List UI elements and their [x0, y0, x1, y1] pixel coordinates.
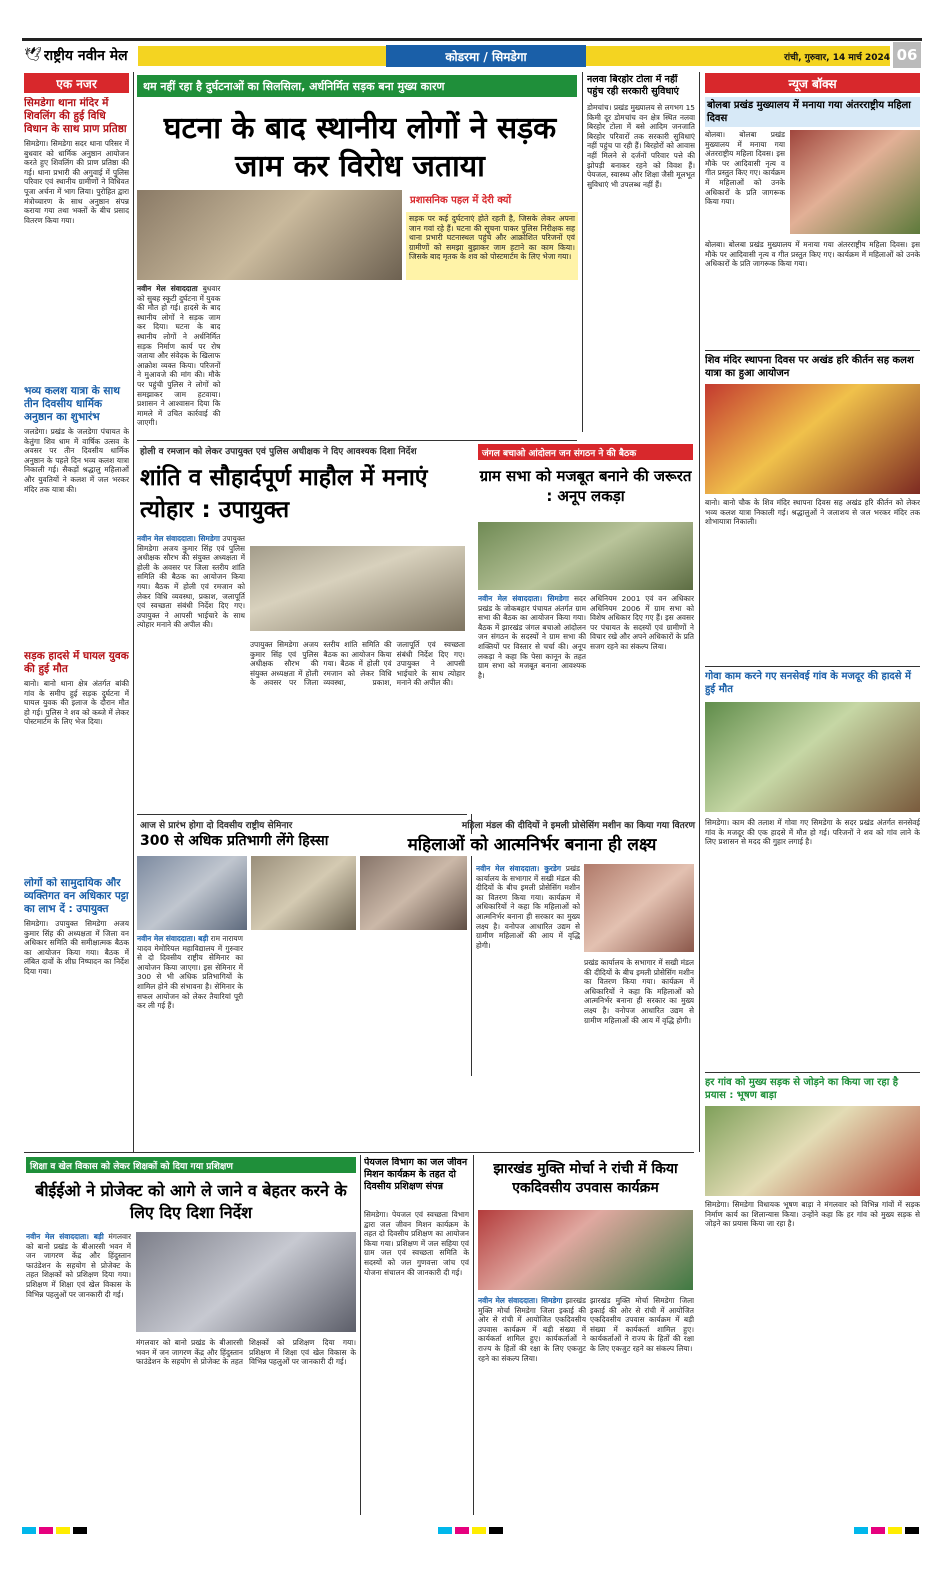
holi-body-cont: उपायुक्त सिमडेगा अजय कुमार सिंह एवं पुलिस अधीक्षक सौरभ की संयुक्त अध्यक्षता में होली के अवसर पर जिला स्तरीय शांति समिति की बैठक का आयोजन किया गया। बैठक में होली एवं रमजान को लेकर विधि व्यवस्था, प्रकाश, जलापूर्ति एवं स्वच्छता संबंधी निर्देश दिए गए। उपायुक्त ने आपसी भाईचारे के साथ त्योहार मनाने की अपील की। — [250, 640, 465, 688]
newsbox-title-3: गोवा काम करने गए सनसेवई गांव के मजदूर की हादसे में हुई मौत — [705, 671, 911, 695]
jmm-body — [478, 1296, 586, 1512]
training-kicker-bar — [26, 1157, 356, 1173]
main-byline: नवीन मेल संवाददाता — [137, 284, 198, 293]
gram-kicker-bar — [478, 444, 693, 460]
left-item-3 — [24, 650, 129, 859]
seminar-rule — [137, 814, 467, 815]
main-headline: घटना के बाद स्थानीय लोगों ने सड़क जाम कर विरोध जताया — [163, 111, 557, 184]
newsbox-title-2: शिव मंदिर स्थापना दिवस पर अखंड हरि कीर्तन सह कलश यात्रा का हुआ आयोजन — [705, 355, 914, 379]
main-sub-kicker: प्रशासनिक पहल में देरी क्यों — [410, 195, 512, 206]
jmm-body-text: झारखंड मुक्ति मोर्चा सिमडेगा जिला इकाई की ओर से रांची में आयोजित एकदिवसीय उपवास कार्यक्रम में बड़ी संख्या में कार्यकर्ता शामिल हुए। कार्यकर्ताओं ने राज्य के हितों की रक्षा के लिए एकजुट रहने का संकल्प लिया। — [478, 1296, 586, 1363]
jmm-body-cont: झारखंड मुक्ति मोर्चा सिमडेगा जिला इकाई की ओर से रांची में आयोजित एकदिवसीय उपवास कार्यक्रम में बड़ी संख्या में कार्यकर्ता शामिल हुए। कार्यकर्ताओं ने राज्य के हितों की रक्षा के लिए एकजुट रहने का संकल्प लिया। — [590, 1296, 694, 1353]
water-body: सिमडेगा। पेयजल एवं स्वच्छता विभाग द्वारा जल जीवन मिशन कार्यक्रम के तहत दो दिवसीय प्रशिक्षण का आयोजन किया गया। प्रशिक्षण में जल सहिया एवं ग्राम जल एवं स्वच्छता समिति के सदस्यों को जल गुणवत्ता जांच एवं योजना संचालन की जानकारी दी गई। — [364, 1210, 469, 1277]
women-body — [476, 864, 580, 1074]
women-headline: महिलाओं को आत्मनिर्भर बनाना ही लक्ष्य — [368, 834, 696, 856]
newsbox-body-1a: बोलबा। बोलबा प्रखंड मुख्यालय में मनाया गया अंतरराष्ट्रीय महिला दिवस। इस मौके पर आदिवासी नृत्य व गीत प्रस्तुत किए गए। कार्यक्रम में महिलाओं को उनके अधिकारों के प्रति जागरूक किया गया। — [705, 130, 785, 207]
right-divider — [699, 72, 700, 1152]
training-body — [26, 1232, 131, 1512]
holi-body-text: उपायुक्त सिमडेगा अजय कुमार सिंह एवं पुलिस अधीक्षक सौरभ की संयुक्त अध्यक्षता में होली के अवसर पर जिला स्तरीय शांति समिति की बैठक का आयोजन किया गया। बैठक में होली एवं रमजान को लेकर विधि व्यवस्था, प्रकाश, जलापूर्ति एवं स्वच्छता संबंधी निर्देश दिए गए। उपायुक्त ने आपसी भाईचारे के साथ त्योहार मनाने की अपील की। — [137, 534, 245, 630]
seminar-photo-3 — [360, 856, 467, 930]
newsbox-rule-3 — [705, 1072, 920, 1073]
seminar-headline: 300 से अधिक प्रतिभागी लेंगे हिस्सा — [140, 833, 329, 849]
gram-body-2: अधिनियम 2001 एवं वन अधिकार अधिनियम 2006 में ग्राम सभा को विशेष अधिकार दिए गए हैं। इस अवसर पर पंचायत के सदस्यों एवं ग्रामीणों ने विचार रखे और अपने अधिकारों के प्रति सजग रहने का संकल्प लिया। — [590, 594, 694, 651]
main-kicker: थम नहीं रहा है दुर्घटनाओं का सिलसिला, अर्धनिर्मित सड़क बना मुख्य कारण — [143, 79, 445, 93]
women-body-cont: प्रखंड कार्यालय के सभागार में सखी मंडल की दीदियों के बीच इमली प्रोसेसिंग मशीन का वितरण किया गया। कार्यक्रम में अधिकारियों ने कहा कि महिलाओं को आत्मनिर्भर बनाना ही सरकार का मुख्य लक्ष्य है। वनोपज आधारित उद्यम से ग्रामीण महिलाओं की आय में वृद्धि होगी। — [584, 958, 694, 1025]
training-body-text: मंगलवार को बानो प्रखंड के बीआरसी भवन में जन जागरण केंद्र और हिंदुस्तान फाउंडेशन के सहयोग से प्रोजेक्ट के तहत शिक्षकों को प्रशिक्षण दिया गया। प्रशिक्षण में शिक्षा एवं खेल विकास के विभिन्न पहलुओं पर जानकारी दी गई। — [26, 1232, 131, 1299]
seminar-kicker: आज से प्रारंभ होगा दो दिवसीय राष्ट्रीय सेमिनार — [140, 821, 293, 831]
training-kicker: शिक्षा व खेल विकास को लेकर शिक्षकों को दिया गया प्रशिक्षण — [30, 1161, 233, 1172]
jmm-photo — [478, 1210, 693, 1290]
main-kicker-bar — [137, 75, 577, 97]
seminar-photo-1 — [137, 856, 247, 930]
newsbox-photo-2 — [705, 384, 920, 494]
cmyk-marks-right — [854, 1519, 922, 1538]
left-item-body: सिमडेगा। उपायुक्त सिमडेगा अजय कुमार सिंह की अध्यक्षता में जिला वन अधिकार समिति की समीक्षात्मक बैठक का आयोजन किया गया। बैठक में लंबित दावों के शीघ्र निष्पादन का निर्देश दिया गया। — [24, 919, 129, 976]
water-headline: पेयजल विभाग का जल जीवन मिशन कार्यक्रम के तहत दो दिवसीय प्रशिक्षण संपन्न — [364, 1157, 468, 1192]
left-item-title: सिमडेगा थाना मंदिर में शिवलिंग की हुई विधि विधान के साथ प्राण प्रतिष्ठा — [24, 97, 127, 135]
newsbox-body-3: सिमडेगा। काम की तलाश में गोवा गए सिमडेगा के सदर प्रखंड अंतर्गत सनसेवई गांव के मजदूर की एक हादसे में मौत हो गई। परिजनों ने शव को गांव लाने के लिए प्रशासन से मदद की गुहार लगाई है। — [705, 818, 920, 847]
jmm-divider — [473, 1155, 474, 1515]
news-box-tag: न्यूज बॉक्स — [705, 73, 920, 93]
training-photo — [136, 1232, 356, 1332]
left-item-body: बानो। बानो थाना क्षेत्र अंतर्गत बांकी गांव के समीप हुई सड़क दुर्घटना में घायल युवक की इलाज के दौरान मौत हो गई। पुलिस ने शव को कब्जे में लेकर पोस्टमार्टम के लिए भेज दिया। — [24, 679, 129, 727]
newsbox-photo-1 — [790, 130, 920, 234]
section-tag — [386, 45, 586, 67]
nalwa-headline: नलवा बिरहोर टोला में नहीं पहुंच रही सरकारी सुविधाएं — [587, 74, 679, 97]
left-item-body: सिमडेगा। सिमडेगा सदर थाना परिसर में बुधवार को धार्मिक अनुष्ठान आयोजन करते हुए शिवलिंग की प्राण प्रतिष्ठा की गई। थाना प्रभारी की अगुवाई में पुलिस परिवार एवं स्थानीय ग्रामीणों ने विधिवत पूजा अर्चना में भाग लिया। पुरोहित द्वारा मंत्रोच्चारण के साथ अनुष्ठान संपन्न कराया गया तथा भक्तों के बीच प्रसाद वितरण किया गया। — [24, 139, 129, 225]
left-divider — [133, 72, 134, 1152]
training-body-cont: मंगलवार को बानो प्रखंड के बीआरसी भवन में जन जागरण केंद्र और हिंदुस्तान फाउंडेशन के सहयोग से प्रोजेक्ट के तहत शिक्षकों को प्रशिक्षण दिया गया। प्रशिक्षण में शिक्षा एवं खेल विकास के विभिन्न पहलुओं पर जानकारी दी गई। — [136, 1338, 356, 1367]
main-body — [137, 284, 578, 439]
nalwa-body: डोमचांच। प्रखंड मुख्यालय से लगभग 15 किमी दूर डोमचांच वन क्षेत्र स्थित नलवा बिरहोर टोला में बसे आदिम जनजाति बिरहोर परिवारों तक सरकारी सुविधाएं नहीं पहुंच पा रही हैं। बिरहोरों को आवास नहीं मिलने से दर्जनों परिवार पत्ते की झोपड़ी बनाकर रहने को विवश हैं। पेयजल, स्वास्थ्य और शिक्षा जैसी मूलभूत सुविधाएं भी उपलब्ध नहीं हैं। — [587, 103, 695, 189]
training-rule — [24, 1152, 694, 1153]
newsbox-photo-4 — [705, 1106, 920, 1196]
left-item-1 — [24, 97, 129, 371]
holi-headline: शांति व सौहार्दपूर्ण माहौल में मनाएं त्योहार : उपायुक्त — [140, 465, 428, 523]
newsbox-body-4: सिमडेगा। सिमडेगा विधायक भूषण बाड़ा ने मंगलवार को विभिन्न गांवों में सड़क निर्माण कार्य का शिलान्यास किया। उन्होंने कहा कि हर गांव को मुख्य सड़क से जोड़ने का प्रयास किया जा रहा है। — [705, 1200, 920, 1229]
section-label: कोडरमा / सिमडेगा — [445, 49, 527, 64]
seminar-body-text: राम नारायण यादव मेमोरियल महाविद्यालय में गुरुवार से दो दिवसीय राष्ट्रीय सेमिनार का आयोजन किया जाएगा। इस सेमिनार में 300 से भी अधिक प्रतिभागियों के शामिल होने की संभावना है। सेमिनार के सफल आयोजन को लेकर तैयारियां पूरी कर ली गई हैं। — [137, 934, 243, 1011]
gram-body-text: सदर प्रखंड के जोकबहार पंचायत अंतर्गत ग्राम सभा की बैठक का आयोजन किया गया। बैठक में झारखंड जंगल बचाओ आंदोलन जन संगठन के सदस्यों ने ग्राम सभा की शक्तियों पर विस्तार से चर्चा की। अनूप लकड़ा ने कहा कि पेसा कानून के तहत ग्राम सभा को मजबूत बनाना आवश्यक है। — [478, 594, 586, 680]
women-kicker: महिला मंडल की दीदियों ने इमली प्रोसेसिंग मशीन का किया गया वितरण — [461, 821, 695, 831]
gram-photo — [478, 522, 693, 590]
newsbox-rule-2 — [705, 666, 920, 667]
newsbox-title-4: हर गांव को मुख्य सड़क से जोड़ने का किया जा रहा है प्रयास : भूषण बाड़ा — [705, 1077, 899, 1101]
newsbox-body-2: बानो। बानो चौक के शिव मंदिर स्थापना दिवस सह अखंड हरि कीर्तन को लेकर भव्य कलश यात्रा निकाली गई। श्रद्धालुओं ने जलाशय से जल भरकर मंदिर तक शोभायात्रा निकाली। — [705, 498, 920, 527]
left-item-title: सड़क हादसे में घायल युवक की हुई मौत — [24, 650, 129, 675]
women-body-text: प्रखंड कार्यालय के सभागार में सखी मंडल की दीदियों के बीच इमली प्रोसेसिंग मशीन का वितरण किया गया। कार्यक्रम में अधिकारियों ने कहा कि महिलाओं को आत्मनिर्भर बनाना ही सरकार का मुख्य लक्ष्य है। वनोपज आधारित उद्यम से ग्रामीण महिलाओं की आय में वृद्धि होगी। — [476, 864, 580, 950]
newsbox-title-1: बोलबा प्रखंड मुख्यालय में मनाया गया अंतरराष्ट्रीय महिला दिवस — [705, 97, 920, 127]
left-column-tag: एक नजर — [24, 73, 129, 93]
seminar-photo-2 — [251, 856, 356, 930]
left-item-body: जलडेगा। प्रखंड के जलडेगा पंचायत के केतुंगा शिव धाम में वार्षिक उत्सव के अवसर पर तीन दिवसीय धार्मिक अनुष्ठान के पहले दिन भव्य कलश यात्रा निकाली गई। सैकड़ों श्रद्धालु महिलाओं और युवतियों ने कलश में जल भरकर मंदिर तक यात्रा की। — [24, 427, 129, 494]
left-item-title: लोगों को सामुदायिक और व्यक्तिगत वन अधिकार पट्टा का लाभ दें : उपायुक्त — [24, 877, 129, 915]
main-summary: सड़क पर कई दुर्घटनाएं होते रहती है, जिसके लेकर अपना जान गवां रहे हैं। घटना की सूचना पाकर पुलिस निरीक्षक सह थाना प्रभारी घटनास्थल पहुंचे और आक्रोशित परिजनों एवं ग्रामीणों को समझा बुझाकर जाम हटाने का काम किया। जिसके बाद मृतक के शव को पोस्टमार्टम के लिए भेजा गया। — [406, 212, 578, 280]
holi-kicker: होली व रमजान को लेकर उपायुक्त एवं पुलिस अधीक्षक ने दिए आवश्यक दिशा निर्देश — [140, 447, 417, 457]
masthead-title: राष्ट्रीय नवीन मेल — [43, 47, 128, 64]
main-photo — [137, 190, 402, 280]
training-headline: बीईईओ ने प्रोजेक्ट को आगे ले जाने व बेहतर करने के लिए दिए दिशा निर्देश — [35, 1181, 347, 1222]
seminar-byline: नवीन मेल संवाददाता। बड़ी — [137, 934, 209, 943]
cmyk-marks-left — [22, 1519, 90, 1538]
women-photo — [584, 864, 694, 952]
newsbox-rule-1 — [705, 350, 920, 351]
jmm-headline: झारखंड मुक्ति मोर्चा ने रांची में किया एकदिवसीय उपवास कार्यक्रम — [493, 1161, 678, 1196]
seminar-body — [137, 934, 467, 1074]
top-border — [22, 38, 922, 41]
gram-body — [478, 594, 586, 812]
left-item-4 — [24, 877, 129, 1191]
left-item-2 — [24, 385, 129, 652]
mid-divider — [582, 72, 583, 432]
gram-byline: नवीन मेल संवाददाता। सिमडेगा — [478, 594, 569, 603]
holi-byline: नवीन मेल संवाददाता। सिमडेगा — [137, 534, 220, 543]
bird-logo-icon: 🕊 — [24, 47, 42, 63]
dateline: रांची, गुरुवार, 14 मार्च 2024 — [784, 53, 890, 63]
holi-photo — [250, 546, 465, 631]
gram-kicker: जंगल बचाओ आंदोलन जन संगठन ने की बैठक — [482, 448, 637, 459]
training-byline: नवीन मेल संवाददाता। बड़ी — [26, 1232, 104, 1241]
newsbox-photo-3 — [705, 702, 920, 812]
women-byline: नवीन मेल संवाददाता। कुरडेग — [476, 864, 562, 873]
holi-body — [137, 534, 245, 814]
holi-rule — [137, 440, 577, 441]
cmyk-marks-center — [438, 1519, 506, 1538]
left-item-title: भव्य कलश यात्रा के साथ तीन दिवसीय धार्मिक अनुष्ठान का शुभारंभ — [24, 385, 120, 423]
water-divider — [360, 1155, 361, 1515]
newsbox-body-1b: बोलबा। बोलबा प्रखंड मुख्यालय में मनाया गया अंतरराष्ट्रीय महिला दिवस। इस मौके पर आदिवासी नृत्य व गीत प्रस्तुत किए गए। कार्यक्रम में महिलाओं को उनके अधिकारों के प्रति जागरूक किया गया। — [705, 240, 920, 269]
jmm-byline: नवीन मेल संवाददाता। सिमडेगा — [478, 1296, 563, 1305]
main-body-text: बुधवार को सुबह स्कूटी दुर्घटना में युवक की मौत हो गई। हादसे के बाद स्थानीय लोगों ने सड़क जाम कर दिया। घटना के बाद स्थानीय लोगों ने अर्धनिर्मित सड़क निर्माण कार्य पर रोष जताया और संवेदक के खिलाफ आक्रोश व्यक्त किया। परिजनों ने मुआवजे की मांग की। मौके पर पहुंची पुलिस ने लोगों को समझाकर जाम हटवाया। प्रशासन ने आश्वासन दिया कि मामले में उचित कार्रवाई की जाएगी। — [137, 284, 221, 428]
registration-bar — [22, 1522, 922, 1534]
page-number: 06 — [893, 42, 921, 68]
gram-headline: ग्राम सभा को मजबूत बनाने की जरूरत : अनूप लकड़ा — [479, 467, 692, 505]
